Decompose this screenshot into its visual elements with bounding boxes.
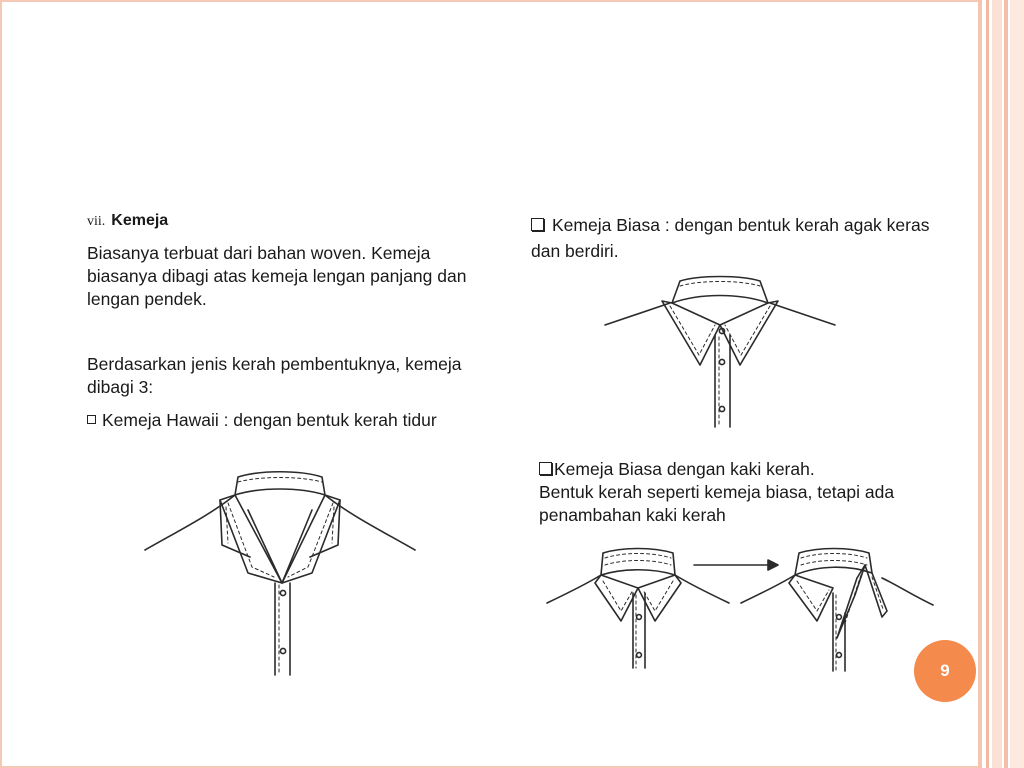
heading-numeral: vii.: [87, 214, 106, 229]
bullet-kemeja-kaki-kerah: [539, 458, 959, 527]
classification-paragraph: Berdasarkan jenis kerah pembentuknya, kemeja dibagi 3:: [87, 354, 462, 397]
collar-stand-after-illustration: [737, 543, 937, 675]
slide-border-left: [0, 0, 2, 768]
bullet-kemeja-kaki-kerah-title: Kemeja Biasa dengan kaki kerah.: [554, 459, 815, 479]
bullet-kemeja-biasa: [531, 212, 951, 264]
heading-title: Kemeja: [111, 212, 169, 229]
checkbox-bullet-icon: [87, 415, 96, 424]
intro-paragraph: Biasanya terbuat dari bahan woven. Kemeja biasanya dibagi atas kemeja lengan panjang dan lengan pendek.: [87, 243, 467, 309]
bullet-kemeja-hawaii: [87, 409, 507, 432]
slide-border-top: [0, 0, 980, 2]
bullet-kemeja-biasa-text: Kemeja Biasa : dengan bentuk kerah agak keras dan berdiri.: [531, 215, 930, 261]
checkbox-bullet-icon: [539, 462, 552, 475]
section-heading: [87, 208, 168, 233]
bullet-kemeja-hawaii-text: Kemeja Hawaii : dengan bentuk kerah tidur: [102, 410, 437, 430]
page-number-badge: 9: [914, 640, 976, 702]
decorative-stripes: [978, 0, 1024, 768]
bullet-kemeja-kaki-kerah-desc: Bentuk kerah seperti kemeja biasa, tetapi ada penambahan kaki kerah: [539, 482, 895, 525]
regular-collar-illustration: [600, 275, 840, 430]
checkbox-bullet-icon: [531, 218, 544, 231]
hawaii-collar-illustration: [140, 465, 420, 680]
